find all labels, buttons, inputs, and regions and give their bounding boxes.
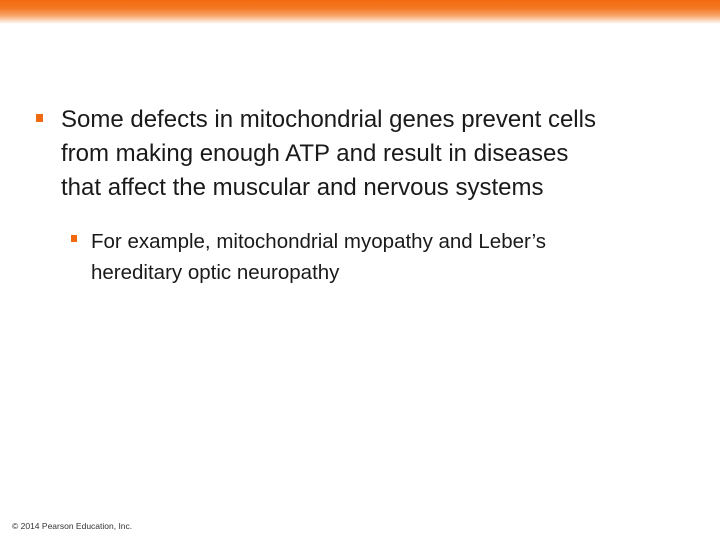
square-bullet-icon	[36, 114, 43, 122]
bullet-item	[36, 103, 696, 205]
copyright-footer: © 2014 Pearson Education, Inc.	[12, 521, 133, 531]
bullet-text: Some defects in mitochondrial genes prevent cells from making enough ATP and result in diseases that affect the muscular and nervous systems	[61, 106, 596, 201]
square-bullet-icon	[71, 235, 77, 242]
orange-header-bar	[0, 0, 720, 24]
sub-bullet-text: For example, mitochondrial myopathy and Leber’s hereditary optic neuropathy	[91, 230, 547, 284]
sub-bullet-item	[71, 226, 691, 288]
